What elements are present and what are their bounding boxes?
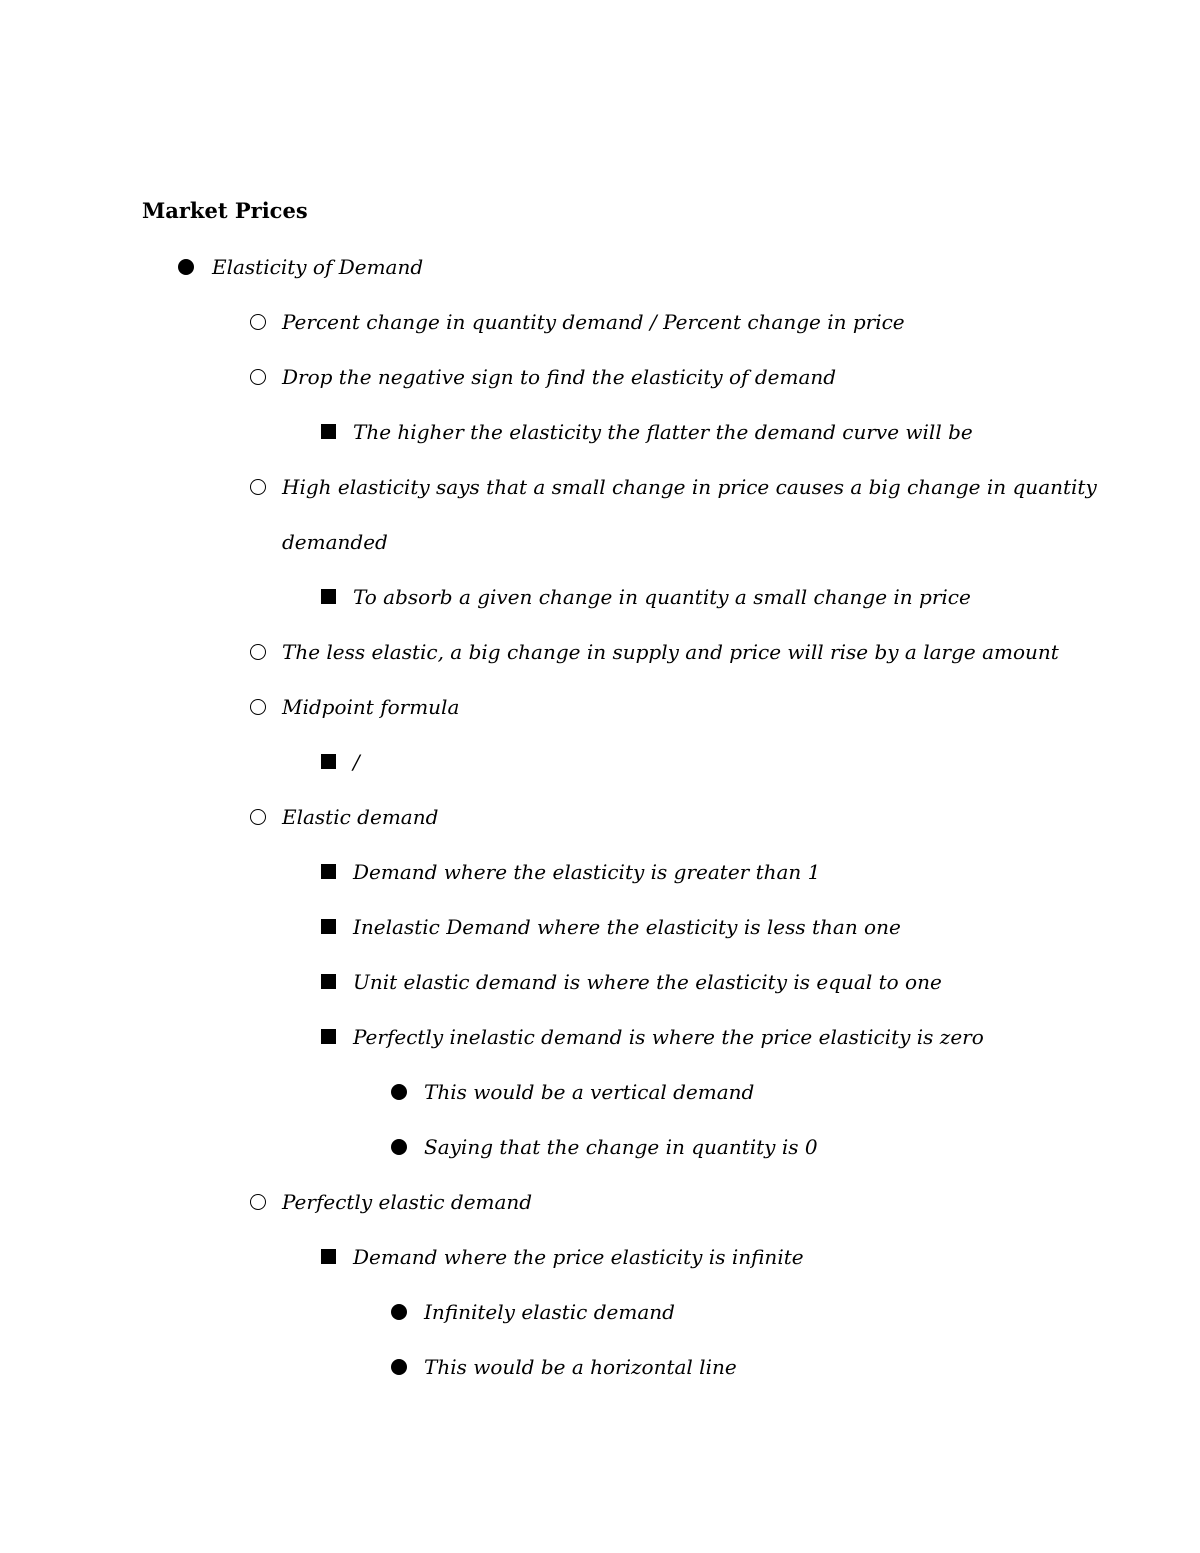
filled-square-bullet-icon: [319, 1242, 339, 1272]
hollow-circle-bullet-icon: [248, 1187, 268, 1217]
list-item-text: The less elastic, a big change in supply and price will rise by a large amount: [282, 640, 1059, 664]
filled-square-bullet-icon: [319, 747, 339, 777]
list-item-text: Elasticity of Demand: [212, 255, 424, 279]
list-item-text: To absorb a given change in quantity a small change in price: [353, 585, 971, 609]
list-item-text: Demand where the elasticity is greater than 1: [353, 860, 821, 884]
list-item-text: Drop the negative sign to find the elasticity of demand: [282, 365, 837, 389]
filled-square-bullet-icon: [319, 1022, 339, 1052]
hollow-circle-bullet-icon: [248, 692, 268, 722]
list-item-text: This would be a horizontal line: [424, 1355, 737, 1379]
filled-square-bullet-icon: [319, 417, 339, 447]
list-item-text: This would be a vertical demand: [424, 1080, 755, 1104]
hollow-circle-bullet-icon: [248, 637, 268, 667]
filled-disc-bullet-icon: [389, 1132, 409, 1162]
list-item-text: Saying that the change in quantity is 0: [424, 1135, 818, 1159]
hollow-circle-bullet-icon: [248, 472, 268, 502]
list-item-text: Perfectly elastic demand: [282, 1190, 533, 1214]
filled-square-bullet-icon: [319, 912, 339, 942]
filled-disc-bullet-icon: [176, 252, 196, 282]
filled-square-bullet-icon: [319, 857, 339, 887]
list-item-text: Infinitely elastic demand: [424, 1300, 675, 1324]
hollow-circle-bullet-icon: [248, 307, 268, 337]
list-item-text: High elasticity says that a small change in price causes a big change in quantity: [282, 475, 1097, 499]
list-item-text: Inelastic Demand where the elasticity is less than one: [353, 915, 901, 939]
list-item-text: Perfectly inelastic demand is where the price elasticity is zero: [353, 1025, 984, 1049]
list-item-text: Elastic demand: [282, 805, 439, 829]
filled-square-bullet-icon: [319, 967, 339, 997]
list-item-text: /: [353, 750, 360, 774]
document-title: Market Prices: [142, 198, 308, 223]
list-item-text: Unit elastic demand is where the elasticity is equal to one: [353, 970, 942, 994]
list-item-text: Demand where the price elasticity is infinite: [353, 1245, 804, 1269]
filled-disc-bullet-icon: [389, 1352, 409, 1382]
filled-disc-bullet-icon: [389, 1297, 409, 1327]
list-item-text-continuation: demanded: [282, 530, 388, 554]
list-item-text: The higher the elasticity the flatter the demand curve will be: [353, 420, 973, 444]
list-item-text: Midpoint formula: [282, 695, 460, 719]
filled-square-bullet-icon: [319, 582, 339, 612]
hollow-circle-bullet-icon: [248, 802, 268, 832]
filled-disc-bullet-icon: [389, 1077, 409, 1107]
hollow-circle-bullet-icon: [248, 362, 268, 392]
list-item-text: Percent change in quantity demand / Percent change in price: [282, 310, 905, 334]
